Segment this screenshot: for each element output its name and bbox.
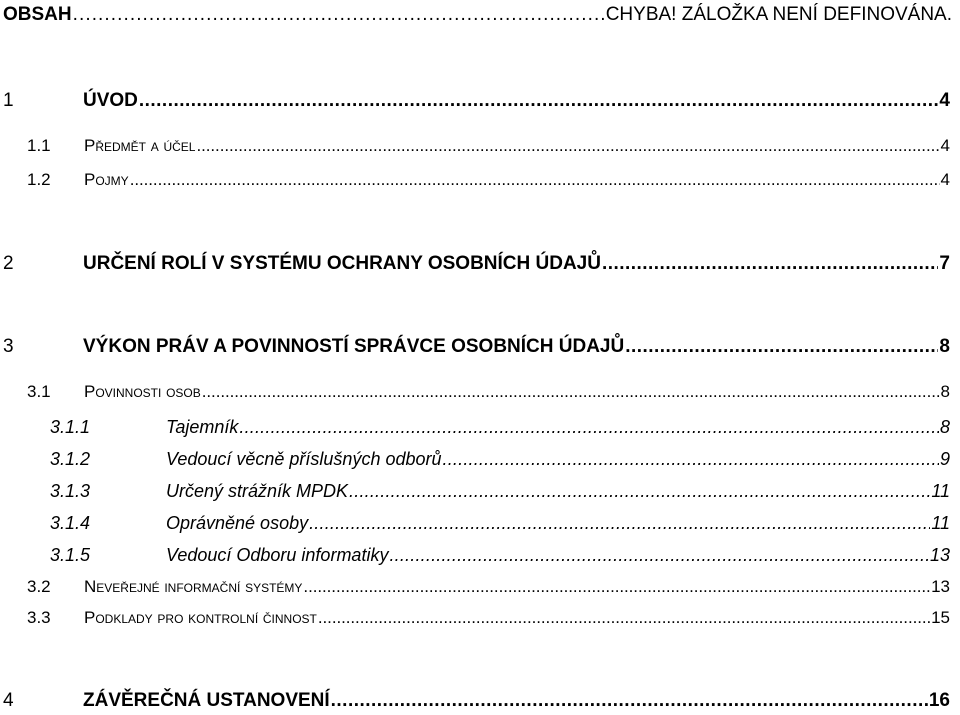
- toc-entry-page: 11: [931, 481, 950, 501]
- dot-leader: [318, 608, 930, 628]
- toc-entry[interactable]: [0, 336, 950, 358]
- toc-entry[interactable]: [0, 608, 950, 628]
- toc-entry[interactable]: [0, 170, 950, 190]
- toc-entry-number: 3.1.3: [50, 481, 91, 501]
- toc-entry-title: Oprávněné osoby: [166, 513, 309, 533]
- toc-error-message: CHYBA! ZÁLOŽKA NENÍ DEFINOVÁNA.: [605, 4, 952, 25]
- toc-entry-page: 13: [931, 577, 950, 596]
- toc-entry-title: Pojmy: [84, 170, 129, 189]
- toc-entry-number: 1.1: [27, 136, 51, 155]
- toc-entry-page: 13: [929, 545, 950, 565]
- toc-entry-title: URČENÍ ROLÍ V SYSTÉMU OCHRANY OSOBNÍCH ÚDAJŮ: [83, 253, 601, 274]
- toc-entry-title: Vedoucí Odboru informatiky: [166, 545, 389, 565]
- toc-entry-number: 3: [3, 336, 14, 357]
- toc-entry[interactable]: [0, 545, 950, 566]
- toc-entry[interactable]: [0, 449, 950, 470]
- toc-entry-number: 1.2: [27, 170, 51, 189]
- dot-leader: [349, 481, 930, 502]
- toc-entry-page: 7: [939, 253, 950, 274]
- dot-leader: [239, 417, 939, 438]
- dot-leader: [139, 90, 939, 112]
- toc-entry-page: 4: [940, 136, 950, 155]
- toc-entry-page: 8: [939, 336, 950, 357]
- dot-leader: [443, 449, 939, 470]
- toc-entry-title: VÝKON PRÁV A POVINNOSTÍ SPRÁVCE OSOBNÍCH ÚDAJŮ: [83, 336, 625, 357]
- toc-entry-title: ZÁVĚREČNÁ USTANOVENÍ: [83, 690, 330, 711]
- toc-entry-page: 11: [931, 513, 950, 533]
- toc-entry-number: 3.2: [27, 577, 51, 596]
- dot-leader: [196, 136, 939, 156]
- toc-entry-number: 2: [3, 253, 14, 274]
- toc-entry-number: 3.1.5: [50, 545, 91, 565]
- toc-entry-title: Určený strážník MPDK: [166, 481, 349, 501]
- toc-entry-number: 3.3: [27, 608, 51, 627]
- dot-leader: [389, 545, 929, 566]
- toc-entry[interactable]: [0, 136, 950, 156]
- toc-entry-page: 16: [928, 690, 950, 711]
- toc-entry[interactable]: [0, 253, 950, 275]
- toc-entry-title: Vedoucí věcně příslušných odborů: [166, 449, 442, 469]
- toc-entry-page: 8: [939, 417, 950, 437]
- dot-leader: [309, 513, 930, 534]
- dot-leader: [73, 4, 605, 26]
- toc-entry[interactable]: [0, 417, 950, 438]
- dot-leader: [130, 170, 940, 190]
- toc-entry-number: 3.1.4: [50, 513, 91, 533]
- toc-entry[interactable]: [0, 513, 950, 534]
- toc-entry[interactable]: [0, 90, 950, 112]
- toc-entry-title: Povinnosti osob: [84, 382, 201, 401]
- toc-entry-page: 9: [939, 449, 950, 469]
- dot-leader: [303, 577, 930, 597]
- toc-heading: OBSAH: [3, 4, 72, 25]
- toc-entry-page: 15: [931, 608, 950, 627]
- toc-entry[interactable]: [0, 481, 950, 502]
- toc-entry-number: 3.1.1: [50, 417, 91, 437]
- dot-leader: [602, 253, 938, 275]
- toc-entry-number: 4: [3, 690, 14, 711]
- toc-entry-page: 4: [940, 170, 950, 189]
- toc-header: [3, 4, 952, 26]
- toc-entry-page: 8: [940, 382, 950, 401]
- toc-entry-page: 4: [939, 90, 950, 111]
- toc-entry-number: 3.1: [27, 382, 51, 401]
- toc-entry-title: Tajemník: [166, 417, 239, 437]
- toc-entry[interactable]: [0, 577, 950, 597]
- dot-leader: [625, 336, 938, 358]
- dot-leader: [202, 382, 940, 402]
- toc-entry[interactable]: [0, 690, 950, 712]
- toc-entry-number: 3.1.2: [50, 449, 91, 469]
- toc-entry[interactable]: [0, 382, 950, 402]
- dot-leader: [331, 690, 928, 712]
- toc-entry-title: Podklady pro kontrolní činnost: [84, 608, 317, 627]
- toc-entry-title: Předmět a účel: [84, 136, 196, 155]
- toc-entry-title: ÚVOD: [83, 90, 138, 111]
- toc-entry-title: Neveřejné informační systémy: [84, 577, 303, 596]
- toc-entry-number: 1: [3, 90, 14, 111]
